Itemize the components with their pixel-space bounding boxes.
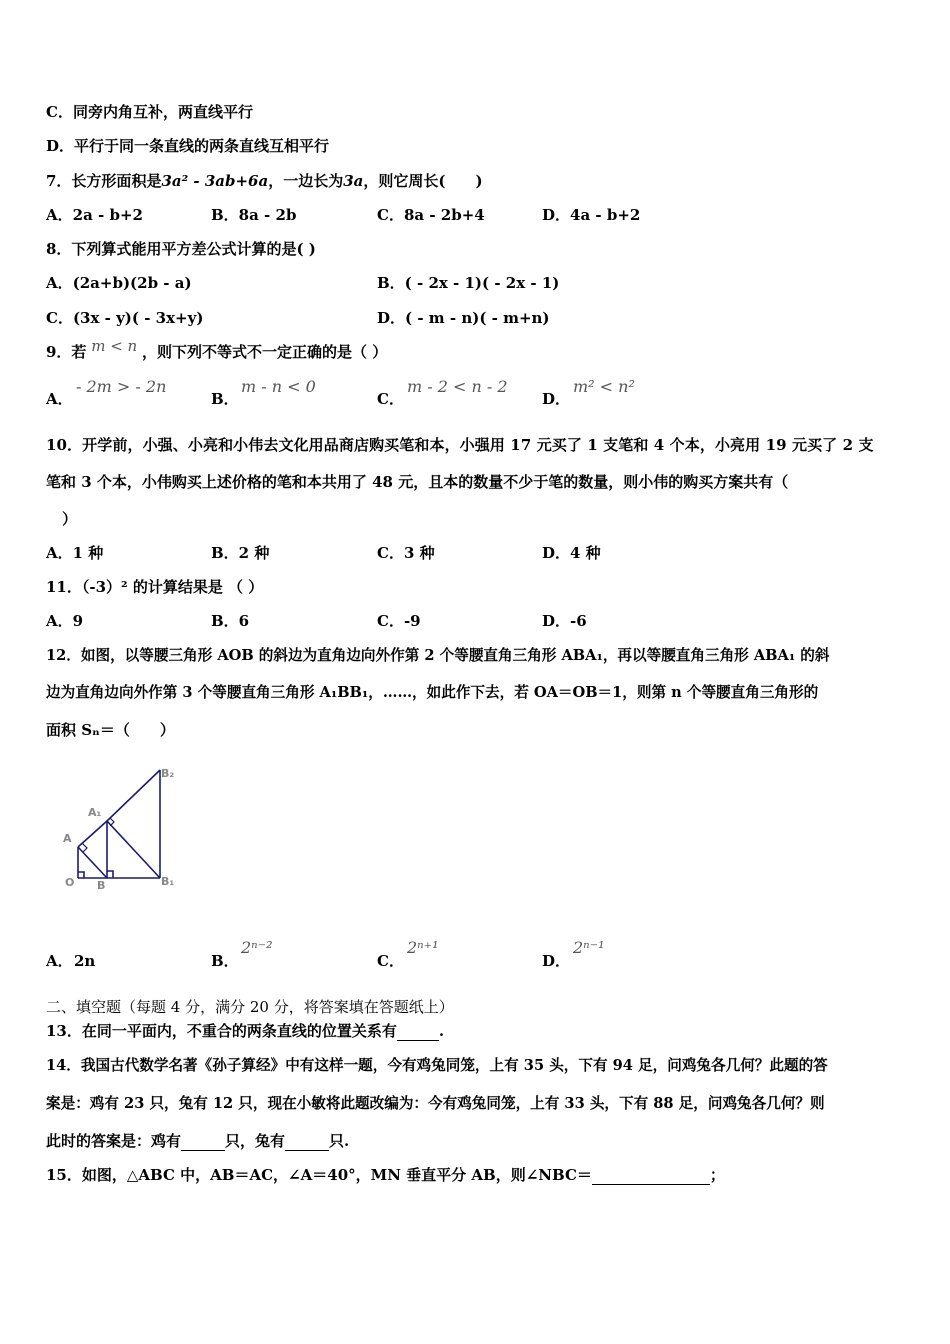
q8-option-a[interactable]: A．(2a+b)(2b - a) bbox=[46, 274, 192, 292]
q7-option-c[interactable]: C．8a - 2b+4 bbox=[377, 206, 485, 224]
q10-option-a[interactable]: A．1 种 bbox=[46, 544, 104, 562]
q10-line3: ） bbox=[62, 510, 78, 528]
q12-label-b[interactable]: B． bbox=[211, 952, 239, 970]
q12-figure bbox=[55, 760, 195, 900]
q7-option-b[interactable]: B．8a - 2b bbox=[211, 206, 297, 224]
q12-line1: 12．如图，以等腰三角形 AOB 的斜边为直角边向外作第 2 个等腰直角三角形 ABA₁，再以等腰直角三角形 ABA₁ 的斜 bbox=[46, 647, 830, 664]
q11-option-b[interactable]: B．6 bbox=[211, 612, 250, 630]
q12-expr-c: 2ⁿ⁺¹ bbox=[407, 938, 439, 957]
q14-line3: 此时的答案是：鸡有 只，兔有 只. bbox=[46, 1132, 350, 1150]
q10-option-b[interactable]: B．2 种 bbox=[211, 544, 270, 562]
q6-option-d: D．平行于同一条直线的两条直线互相平行 bbox=[46, 137, 330, 155]
fig-label-a: A bbox=[63, 832, 72, 845]
q12-line2: 边为直角边向外作第 3 个等腰直角三角形 A₁BB₁，……，如此作下去，若 OA＝OB＝1，则第 n 个等腰直角三角形的 bbox=[46, 684, 819, 701]
q14-blank-rabbit[interactable] bbox=[285, 1150, 329, 1151]
q12-option-a-text: 2n bbox=[74, 952, 96, 970]
q12-label-d[interactable]: D． bbox=[542, 952, 571, 970]
fig-label-o: O bbox=[65, 876, 75, 889]
q15-stem: 15．如图，△ABC 中，AB＝AC，∠A＝40°，MN 垂直平分 AB，则∠NBC＝ ； bbox=[46, 1166, 725, 1184]
q7-option-d[interactable]: D．4a - b+2 bbox=[542, 206, 641, 224]
fig-label-b2: B₂ bbox=[161, 767, 175, 780]
q9-label-c[interactable]: C． bbox=[377, 390, 404, 408]
q7-stem: 7．长方形面积是3a² - 3ab+6a，一边长为3a，则它周长( ) bbox=[46, 172, 483, 190]
q7-option-a[interactable]: A．2a - b+2 bbox=[46, 206, 143, 224]
q9-condition: m < n bbox=[91, 337, 138, 355]
q8-option-b[interactable]: B．( - 2x - 1)( - 2x - 1) bbox=[377, 274, 560, 292]
q8-stem: 8．下列算式能用平方差公式计算的是( ) bbox=[46, 240, 316, 258]
q9-stem: 9．若 m < n ，则下列不等式不一定正确的是（ ） bbox=[46, 337, 388, 361]
q15-blank[interactable] bbox=[592, 1184, 710, 1185]
q9-expr-c: m - 2 < n - 2 bbox=[407, 377, 508, 396]
q12-label-a[interactable]: A． bbox=[46, 952, 73, 970]
q14-line1: 14．我国古代数学名著《孙子算经》中有这样一题，今有鸡兔同笼，上有 35 头，下有 94 足，问鸡兔各几何？此题的答 bbox=[46, 1057, 828, 1074]
fig-label-a1: A₁ bbox=[88, 806, 102, 819]
q13-blank[interactable] bbox=[397, 1040, 439, 1041]
q11-option-c[interactable]: C．-9 bbox=[377, 612, 421, 630]
q6-option-c: C．同旁内角互补，两直线平行 bbox=[46, 103, 253, 121]
q10-option-d[interactable]: D．4 种 bbox=[542, 544, 601, 562]
q10-line2: 笔和 3 个本，小伟购买上述价格的笔和本共用了 48 元，且本的数量不少于笔的数量，则小伟的购买方案共有（ bbox=[46, 473, 789, 491]
q10-option-c[interactable]: C．3 种 bbox=[377, 544, 435, 562]
q14-line2: 案是：鸡有 23 只，兔有 12 只，现在小敏将此题改编为：今有鸡兔同笼，上有 33 头，下有 88 足，问鸡兔各几何？则 bbox=[46, 1095, 825, 1112]
q8-option-d[interactable]: D．( - m - n)( - m+n) bbox=[377, 309, 550, 327]
q10-line1: 10．开学前，小强、小亮和小伟去文化用品商店购买笔和本，小强用 17 元买了 1 支笔和 4 个本，小亮用 19 元买了 2 支 bbox=[46, 436, 874, 454]
fig-label-b1: B₁ bbox=[161, 875, 175, 888]
q11-option-a[interactable]: A．9 bbox=[46, 612, 84, 630]
q12-expr-d: 2ⁿ⁻¹ bbox=[573, 938, 605, 957]
q8-option-c[interactable]: C．(3x - y)( - 3x+y) bbox=[46, 309, 204, 327]
q14-blank-chicken[interactable] bbox=[181, 1150, 225, 1151]
q12-label-c[interactable]: C． bbox=[377, 952, 404, 970]
q12-line3: 面积 Sₙ＝（ ） bbox=[46, 721, 175, 739]
q11-stem: 11．（-3）² 的计算结果是 （ ） bbox=[46, 578, 264, 596]
section-fill-in-heading: 二、填空题（每题 4 分，满分 20 分，将答案填在答题纸上） bbox=[46, 998, 454, 1016]
q11-option-d[interactable]: D．-6 bbox=[542, 612, 587, 630]
q12-expr-b: 2ⁿ⁻² bbox=[241, 938, 273, 957]
fig-label-b: B bbox=[97, 879, 106, 892]
q13-stem: 13．在同一平面内，不重合的两条直线的位置关系有 . bbox=[46, 1022, 445, 1040]
q9-expr-b: m - n < 0 bbox=[241, 377, 316, 396]
q9-label-d[interactable]: D． bbox=[542, 390, 571, 408]
q9-expr-a: - 2m > - 2n bbox=[76, 377, 167, 396]
q9-label-a[interactable]: A． bbox=[46, 390, 73, 408]
q9-expr-d: m² < n² bbox=[573, 377, 635, 396]
q9-label-b[interactable]: B． bbox=[211, 390, 239, 408]
